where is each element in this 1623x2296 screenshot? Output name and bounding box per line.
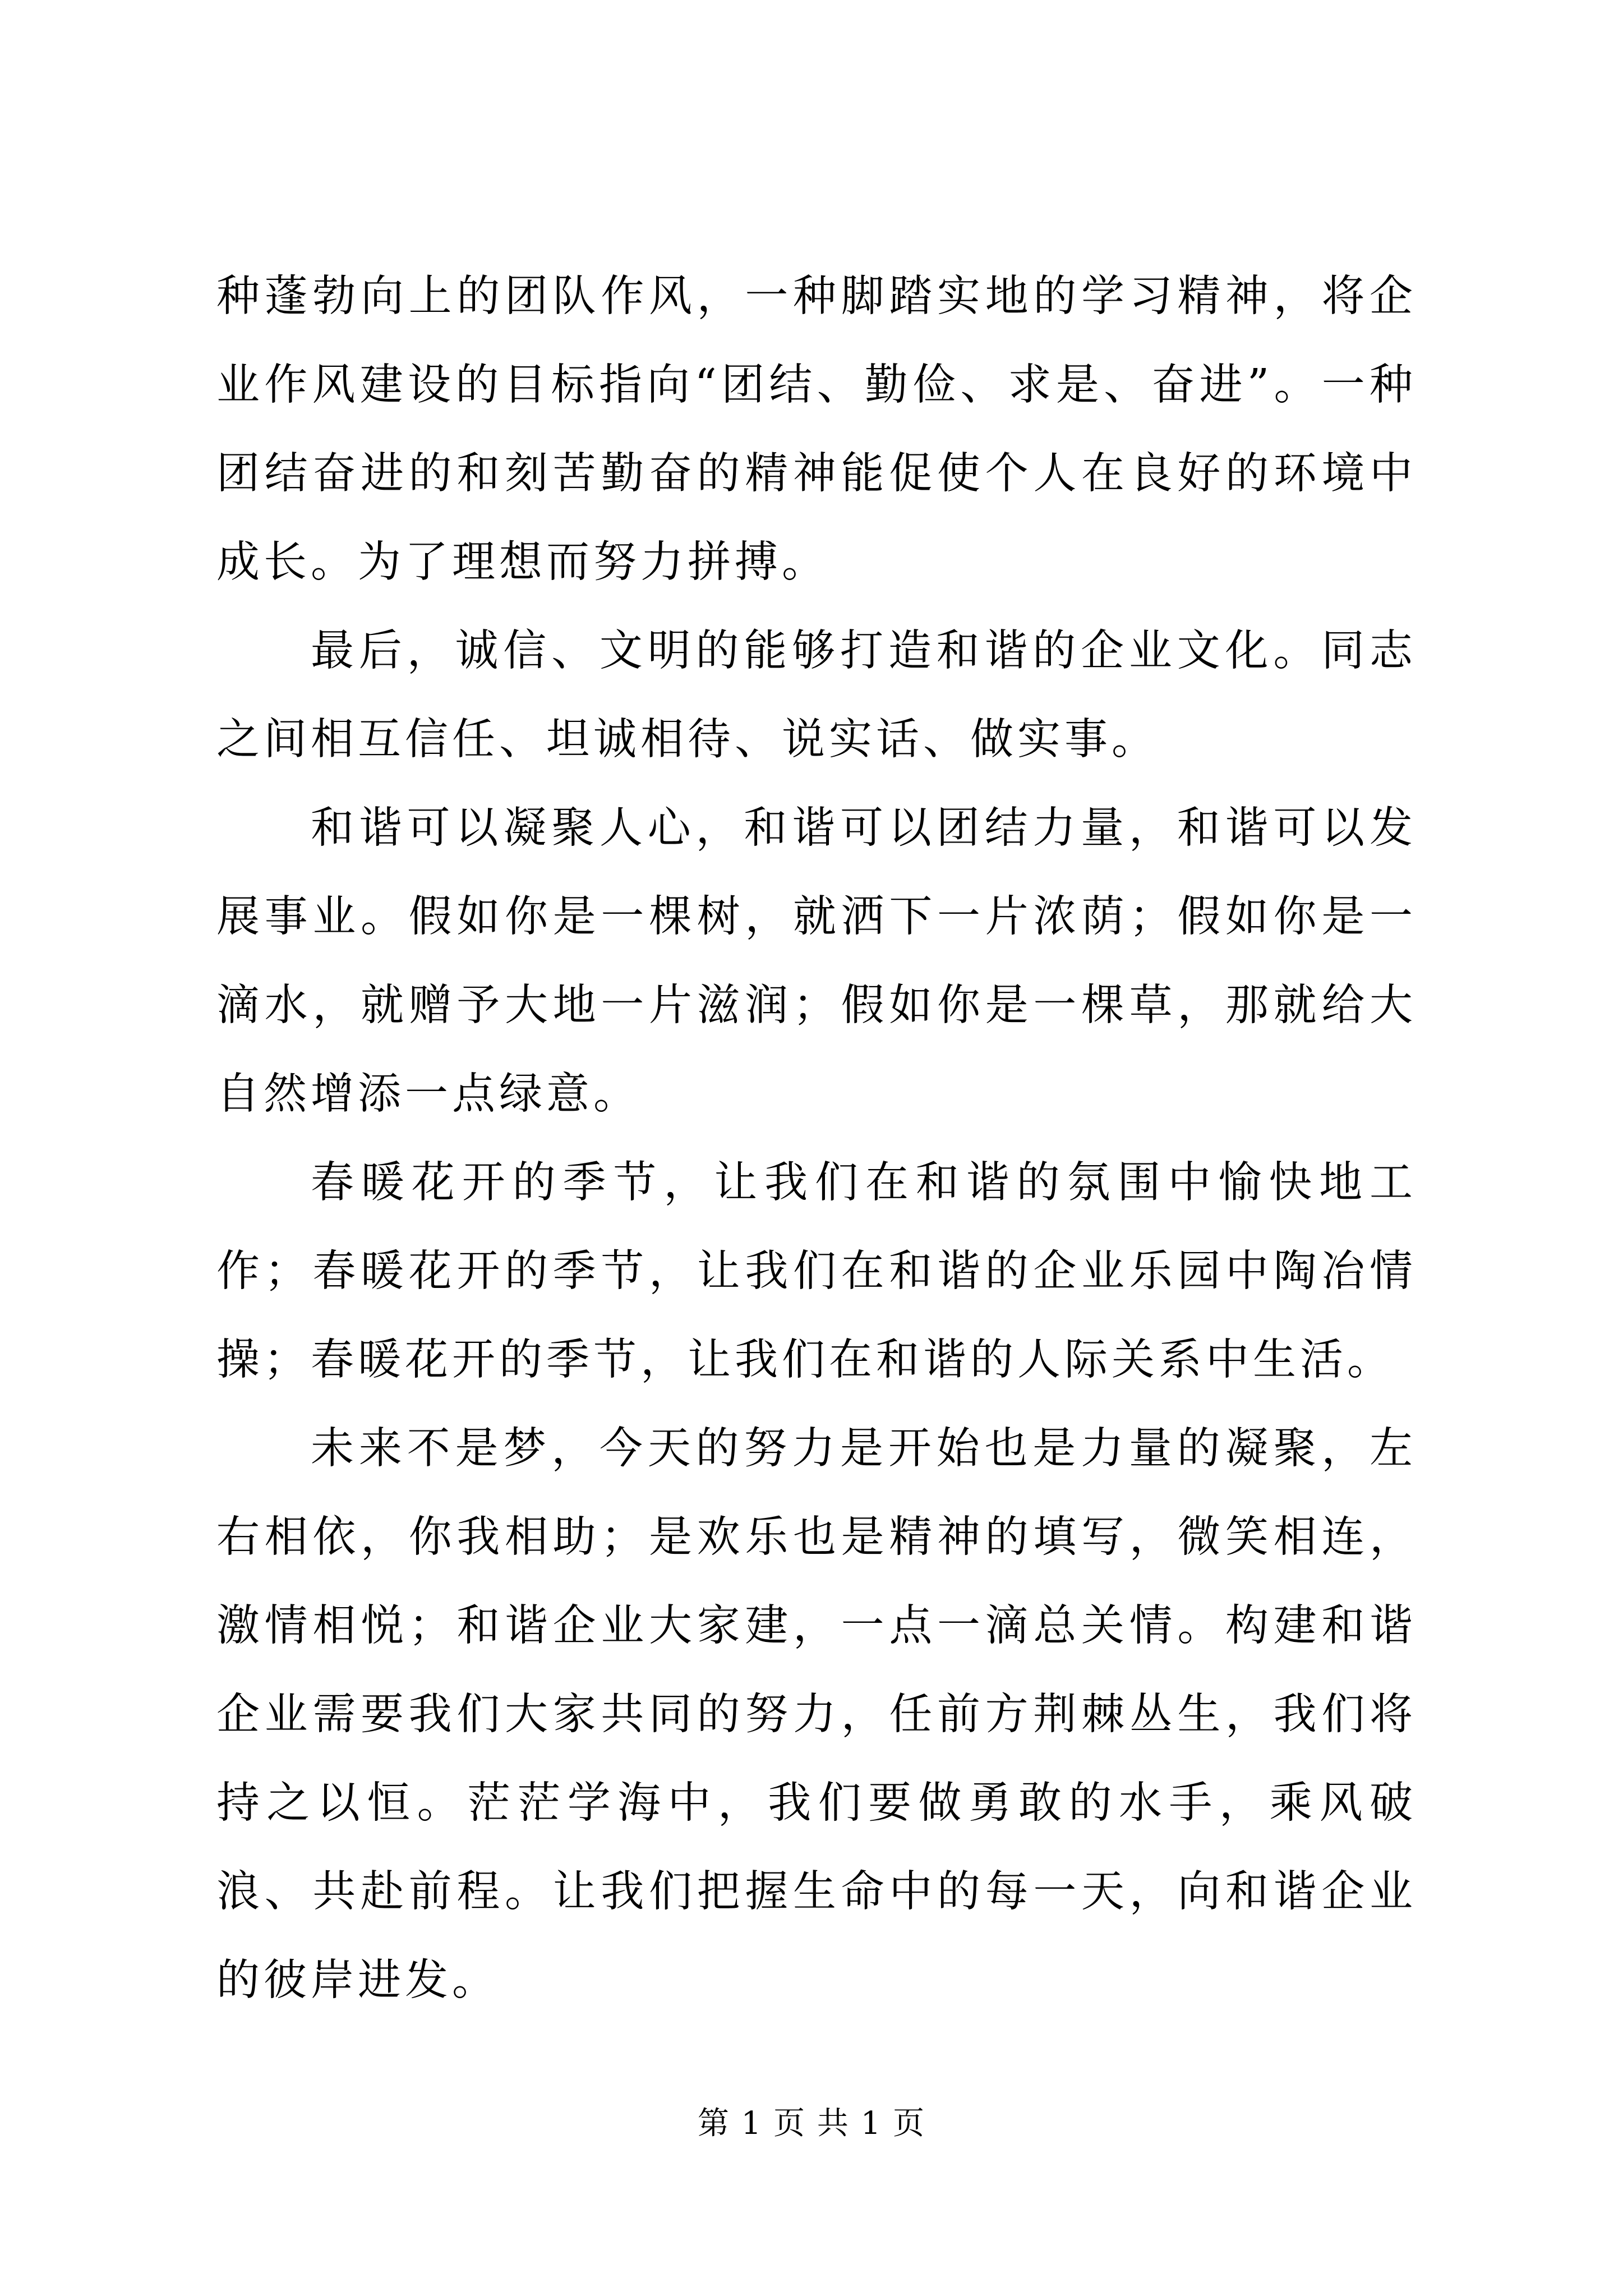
paragraph-2: 最后，诚信、文明的能够打造和谐的企业文化。同志之间相互信任、坦诚相待、说实话、做实事。	[216, 626, 1417, 765]
paragraph-5: 未来不是梦，今天的努力是开始也是力量的凝聚，左右相依，你我相助；是欢乐也是精神的填写，微笑相连，激情相悦；和谐企业大家建，一点一滴总关情。构建和谐企业需要我们大家共同的努力，任前方荆棘丛生，我们将持之以恒。茫茫学海中，我们要做勇敢的水手，乘风破浪、共赴前程。让我们把握生命中的每一天，向和谐企业的彼岸进发。	[216, 1424, 1417, 2005]
paragraph-3: 和谐可以凝聚人心，和谐可以团结力量，和谐可以发展事业。假如你是一棵树，就洒下一片浓荫；假如你是一滴水，就赠予大地一片滋润；假如你是一棵草，那就给大自然增添一点绿意。	[216, 803, 1417, 1119]
paragraph-4: 春暖花开的季节，让我们在和谐的氛围中愉快地工作；春暖花开的季节，让我们在和谐的企业乐园中陶冶情操；春暖花开的季节，让我们在和谐的人际关系中生活。	[216, 1158, 1417, 1385]
paragraph-1: 种蓬勃向上的团队作风，一种脚踏实地的学习精神，将企业作风建设的目标指向“团结、勤俭、求是、奋进”。一种团结奋进的和刻苦勤奋的精神能促使个人在良好的环境中成长。为了理想而努力拼搏。	[216, 272, 1417, 587]
page-number-footer: 第 1 页 共 1 页	[697, 2105, 926, 2142]
document-body	[216, 252, 1417, 2025]
